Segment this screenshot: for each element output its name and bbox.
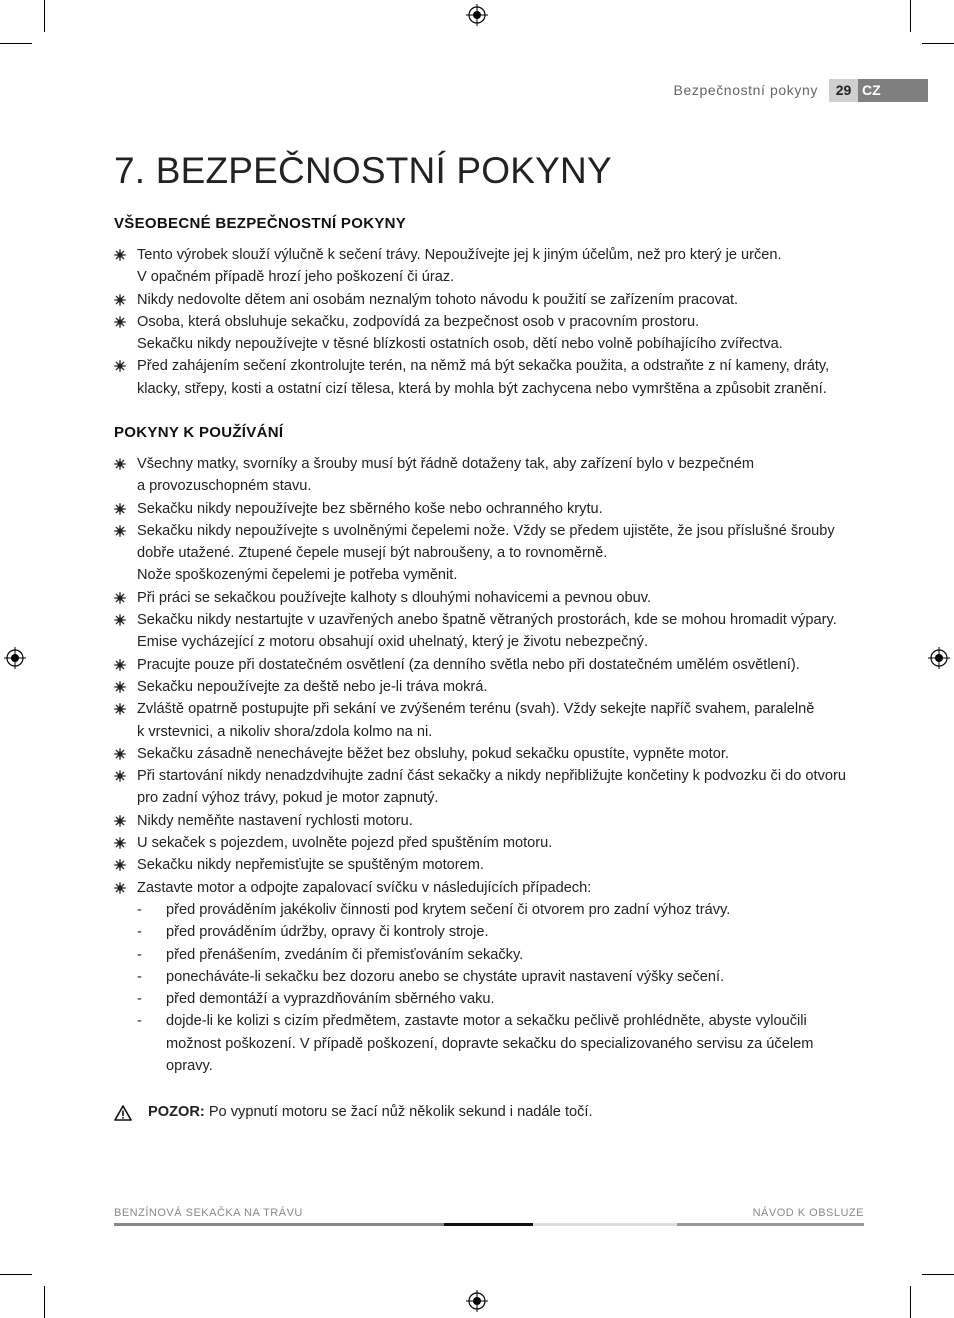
- list-item-text: Zvláště opatrně postupujte při sekání ve zvýšeném terénu (svah). Vždy sekejte napříč svahem, paralelně: [137, 701, 815, 718]
- sub-list-item: [114, 988, 874, 1010]
- sub-list-item-text: dojde-li ke kolizi s cizím předmětem, zastavte motor a sekačku pečlivě prohlédněte, abyste vyloučili: [166, 1013, 807, 1030]
- list-item: [114, 609, 874, 654]
- list-item-text: k vrstevnici, a nikoliv shora/zdola kolmo na ni.: [137, 723, 433, 740]
- chapter-title: 7. BEZPEČNOSTNÍ POKYNY: [114, 150, 612, 191]
- list-item: [114, 810, 874, 832]
- page-number: 29: [829, 79, 858, 102]
- warning-message: Po vypnutí motoru se žací nůž několik sekund i nadále točí.: [208, 1104, 593, 1120]
- list-item-text: pro zadní výhoz trávy, pokud je motor zapnutý.: [137, 790, 439, 807]
- list-item-text: Sekačku nikdy nepřemisťujte se spuštěným motorem.: [137, 857, 484, 874]
- list-item-text: Nože spoškozenými čepelemi je potřeba vyměnit.: [137, 567, 458, 584]
- list-item: [114, 698, 874, 743]
- sub-list-item-text: před přenášením, zvedáním či přemisťováním sekačky.: [166, 946, 524, 963]
- grass-bullet-icon: [114, 681, 126, 693]
- grass-bullet-icon: [114, 360, 126, 372]
- list-item: [114, 854, 874, 876]
- grass-bullet-icon: [114, 316, 126, 328]
- sub-list-item: [114, 921, 874, 943]
- list-item-text: Zastavte motor a odpojte zapalovací svíčku v následujících případech:: [137, 879, 592, 896]
- list-item-text: klacky, střepy, kosti a ostatní cizí tělesa, která by mohla být zachycena nebo vymrštěna a způsobit zranění.: [137, 380, 827, 397]
- list-item: [114, 832, 874, 854]
- footer-product-name: BENZÍNOVÁ SEKAČKA NA TRÁVU: [114, 1207, 303, 1219]
- list-item-text: dobře utažené. Ztupené čepele musejí být nabroušeny, a to rovnoměrně.: [137, 545, 608, 562]
- crop-mark: [44, 1286, 45, 1318]
- grass-bullet-icon: [114, 249, 126, 261]
- list-item: [114, 498, 874, 520]
- general-safety-list: [114, 244, 874, 400]
- dash-marker: -: [137, 901, 142, 918]
- dash-marker: -: [137, 1013, 142, 1030]
- crop-mark: [922, 1274, 954, 1275]
- grass-bullet-icon: [114, 525, 126, 537]
- list-item-text: Při startování nikdy nenadzdvihujte zadní část sekačky a nikdy nepřibližujte končetiny k podvozku či do otvoru: [137, 768, 846, 785]
- grass-bullet-icon: [114, 859, 126, 871]
- list-item-text: Pracujte pouze při dostatečném osvětlení (za denního světla nebo při dostatečném umělém osvětlení).: [137, 656, 800, 673]
- list-item-text: Nikdy nedovolte dětem ani osobám neznalým tohoto návodu k použití se zařízením pracovat.: [137, 291, 739, 308]
- sub-list-item-text: před prováděním jakékoliv činnosti pod krytem sečení či otvorem pro zadní výhoz trávy.: [166, 901, 731, 918]
- footer-rule: [114, 1223, 444, 1226]
- section-heading-general: VŠEOBECNÉ BEZPEČNOSTNÍ POKYNY: [114, 215, 407, 232]
- crop-mark: [0, 1274, 32, 1275]
- header-section-title: Bezpečnostní pokyny: [673, 82, 818, 98]
- sub-list-item-text: před demontáží a vyprazdňováním sběrného vaku.: [166, 991, 495, 1008]
- list-item: [114, 453, 874, 498]
- grass-bullet-icon: [114, 882, 126, 894]
- grass-bullet-icon: [114, 815, 126, 827]
- list-item: [114, 244, 874, 289]
- sub-list-item: [114, 944, 874, 966]
- grass-bullet-icon: [114, 703, 126, 715]
- list-item-text: Emise vycházející z motoru obsahují oxid uhelnatý, který je životu nebezpečný.: [137, 634, 649, 651]
- registration-mark-icon: [928, 647, 950, 669]
- grass-bullet-icon: [114, 503, 126, 515]
- sub-list-item-text: opravy.: [166, 1058, 213, 1075]
- grass-bullet-icon: [114, 294, 126, 306]
- language-code: CZ: [862, 82, 881, 98]
- dash-marker: -: [137, 991, 142, 1008]
- sub-list-item-text: před prováděním údržby, opravy či kontroly stroje.: [166, 924, 489, 941]
- grass-bullet-icon: [114, 659, 126, 671]
- crop-mark: [0, 43, 32, 44]
- sub-list-item: [114, 966, 874, 988]
- warning-triangle-icon: [114, 1105, 132, 1121]
- list-item: [114, 877, 874, 899]
- list-item: [114, 520, 874, 587]
- dash-marker: -: [137, 946, 142, 963]
- list-item-text: Před zahájením sečení zkontrolujte terén, na němž má být sekačka použita, a odstraňte z ní kameny, dráty,: [137, 358, 830, 375]
- list-item-text: Osoba, která obsluhuje sekačku, zodpovídá za bezpečnost osob v pracovním prostoru.: [137, 313, 700, 330]
- registration-mark-icon: [4, 647, 26, 669]
- footer-rule: [444, 1223, 533, 1226]
- list-item-text: Sekačku nikdy nepoužívejte s uvolněnými čepelemi nože. Vždy se předem ujistěte, že jsou příslušné šrouby: [137, 522, 835, 539]
- grass-bullet-icon: [114, 458, 126, 470]
- warning-text: [148, 1104, 593, 1120]
- crop-mark: [910, 1286, 911, 1318]
- footer-manual-name: NÁVOD K OBSLUZE: [752, 1207, 864, 1219]
- list-item-text: Všechny matky, svorníky a šrouby musí být řádně dotaženy tak, aby zařízení bylo v bezpečném: [137, 456, 755, 472]
- list-item-text: U sekaček s pojezdem, uvolněte pojezd před spuštěním motoru.: [137, 835, 553, 852]
- list-item-text: Sekačku zásadně nenechávejte běžet bez obsluhy, pokud sekačku opustíte, vypněte motor.: [137, 745, 729, 762]
- grass-bullet-icon: [114, 837, 126, 849]
- list-item: [114, 311, 874, 356]
- sub-list-item-text: možnost poškození. V případě poškození, dopravte sekačku do specializovaného servisu za účelem: [166, 1035, 814, 1052]
- list-item: [114, 587, 874, 609]
- crop-mark: [910, 0, 911, 32]
- list-item: [114, 654, 874, 676]
- list-item: [114, 743, 874, 765]
- sub-list-item-text: ponecháváte-li sekačku bez dozoru anebo se chystáte upravit nastavení výšky sečení.: [166, 968, 725, 985]
- grass-bullet-icon: [114, 770, 126, 782]
- crop-mark: [44, 0, 45, 32]
- list-item: [114, 355, 874, 400]
- sub-list-item: [114, 899, 874, 921]
- list-item: [114, 676, 874, 698]
- grass-bullet-icon: [114, 614, 126, 626]
- registration-mark-icon: [466, 1290, 488, 1312]
- warning-label: POZOR:: [148, 1104, 205, 1120]
- list-item-text: Sekačku nikdy nestartujte v uzavřených anebo špatně větraných prostorách, kde se mohou hromadit výpary.: [137, 612, 837, 629]
- footer-rule: [533, 1223, 677, 1226]
- list-item: [114, 289, 874, 311]
- section-heading-usage: POKYNY K POUŽÍVÁNÍ: [114, 424, 284, 441]
- list-item: [114, 765, 874, 810]
- list-item-text: Při práci se sekačkou používejte kalhoty s dlouhými nohavicemi a pevnou obuv.: [137, 589, 652, 606]
- dash-marker: -: [137, 924, 142, 941]
- grass-bullet-icon: [114, 748, 126, 760]
- registration-mark-icon: [466, 4, 488, 26]
- list-item-text: Tento výrobek slouží výlučně k sečení trávy. Nepoužívejte jej k jiným účelům, než pro který je určen.: [137, 247, 782, 263]
- grass-bullet-icon: [114, 592, 126, 604]
- footer-rule: [677, 1223, 864, 1226]
- sub-list: [114, 899, 874, 1077]
- list-item-text: Sekačku nikdy nepoužívejte v těsné blízkosti ostatních osob, dětí nebo volně pobíhajícího zvířectva.: [137, 336, 783, 353]
- list-item-text: Nikdy neměňte nastavení rychlosti motoru.: [137, 812, 413, 829]
- dash-marker: -: [137, 968, 142, 985]
- list-item-text: Sekačku nepoužívejte za deště nebo je-li tráva mokrá.: [137, 678, 488, 695]
- list-item-text: a provozuschopném stavu.: [137, 478, 312, 495]
- list-item-text: V opačném případě hrozí jeho poškození či úraz.: [137, 269, 455, 286]
- usage-instructions-list: [114, 453, 874, 1077]
- list-item-text: Sekačku nikdy nepoužívejte bez sběrného koše nebo ochranného krytu.: [137, 500, 603, 517]
- sub-list-item: [114, 1010, 874, 1077]
- crop-mark: [922, 43, 954, 44]
